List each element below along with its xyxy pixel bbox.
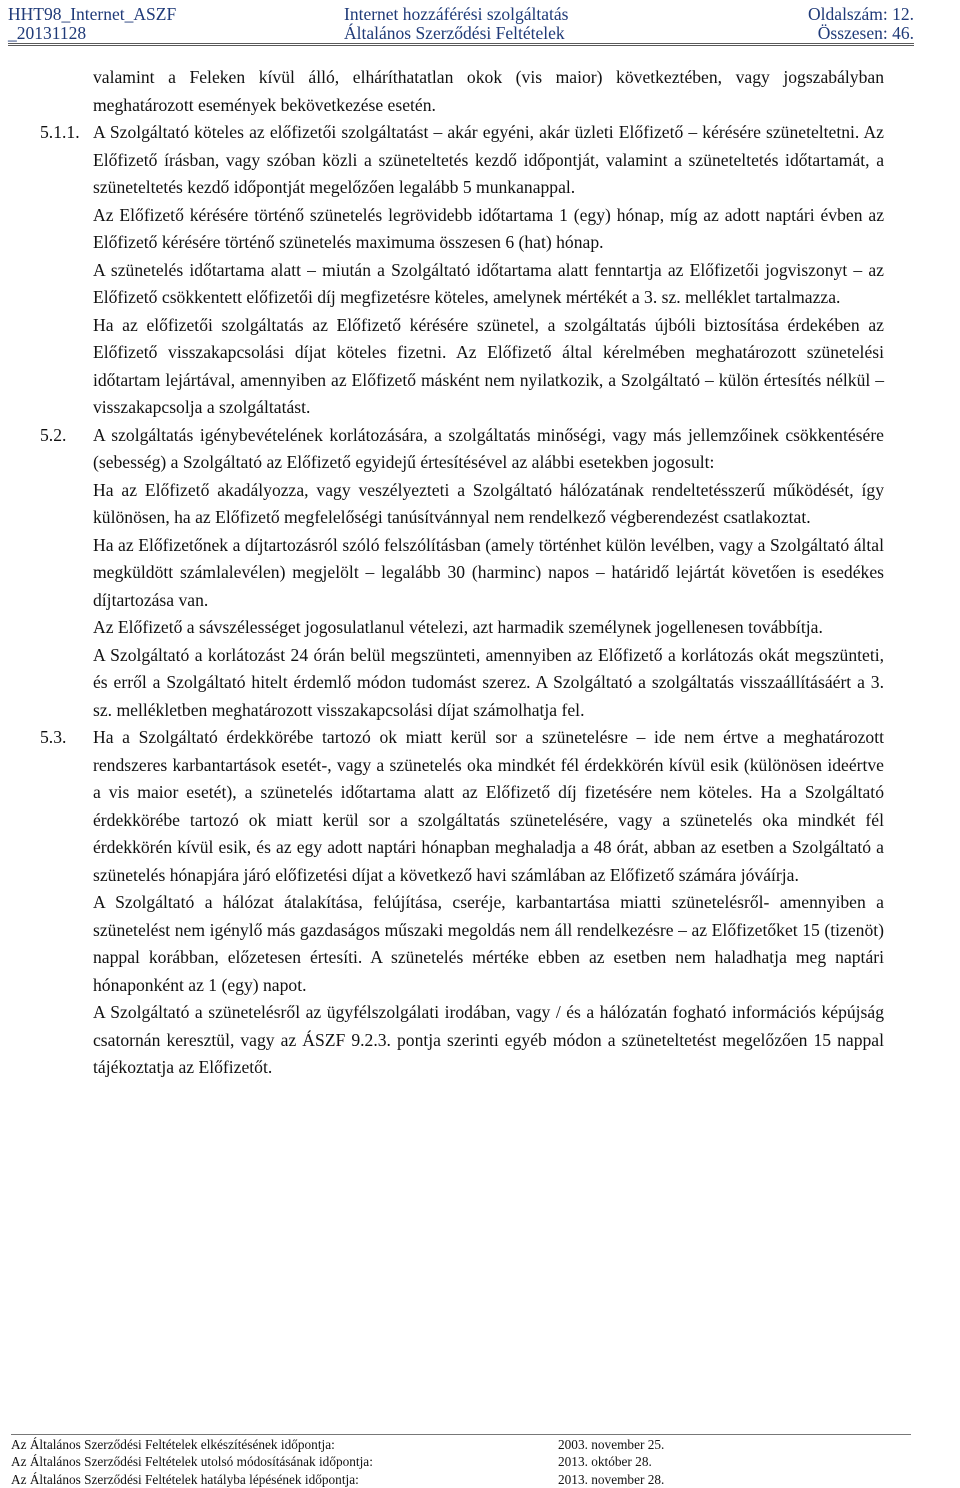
section-body [93, 724, 884, 1082]
doc-code [8, 5, 176, 43]
doc-title [344, 5, 568, 43]
paragraph: Ha az előfizetői szolgáltatás az Előfizető kérésére szünetel, a szolgáltatás újbóli biztosítása érdekében az Előfizető visszakapcsolási díjat köteles fizetni. Az Előfizető által kérelmében meghatározott szünetelési időtartam lejártával, amennyiben az Előfizető másként nem nyilatkozik, a Szolgáltató – külön értesítés nélkül – visszakapcsolja a szolgáltatást. [93, 314, 884, 417]
section-number: 5.2. [40, 424, 67, 445]
page-header [8, 4, 914, 46]
doc-code-line1: HHT98_Internet_ASZF [8, 4, 177, 24]
section-5-3 [40, 724, 884, 1082]
intro-paragraph: valamint a Feleken kívül álló, elháríthatatlan okok (vis maior) következtében, vagy jogszabályban meghatározott események bekövetkezése esetén. [93, 67, 884, 115]
section-body [93, 422, 884, 725]
footer-date: 2013. november 28. [558, 1471, 665, 1487]
page-total: Összesen: 46. [817, 23, 914, 43]
doc-title-line1: Internet hozzáférési szolgáltatás [344, 4, 569, 24]
paragraph: A szünetelés időtartama alatt – miután a Szolgáltató időtartama alatt fenntartja az Előfizetői jogviszonyt – az Előfizető csökkentett előfizetői díj megfizetésre köteles, amelynek mértékét a 3. sz. melléklet tartalmazza. [93, 259, 884, 307]
paragraph: Az Előfizető kérésére történő szünetelés legrövidebb időtartama 1 (egy) hónap, míg az adott naptári évben az Előfizető kérésére történő szünetelés maximuma összesen 6 (hat) hónap. [93, 204, 884, 252]
paragraph: A Szolgáltató köteles az előfizetői szolgáltatást – akár egyéni, akár üzleti Előfizető – kérésére szüneteltetni. Az Előfizető írásban, vagy szóban közli a szüneteltetés kezdő időpontját, valamint a szüneteltetés időtartamát, a szüneteltetés kezdő időpontját megelőzően legalább 5 munkanappal. [93, 122, 884, 197]
doc-code-line2: _20131128 [8, 23, 87, 43]
footer-label: Az Általános Szerződési Feltételek utolsó módosításának időpontja: [11, 1454, 373, 1470]
footer-date: 2013. október 28. [558, 1454, 652, 1470]
paragraph: Ha a Szolgáltató érdekkörébe tartozó ok miatt kerül sor a szünetelésre – ide nem értve a meghatározott rendszeres karbantartások esetét-, vagy a szünetelés oka mindkét fél érdekkörén kívül esik (különösen ideértve a vis maior esetét), a szünetelés időtartama alatt az Előfizető díj fizetésére nem köteles. Ha a Szolgáltató érdekkörébe tartozó ok miatt kerül sor a szolgáltatás szünetelésére, vagy a szünetelés oka mindkét fél érdekkörén kívül esik, és az egy adott naptári hónapban meghaladja a 48 órát, abban az esetben a Szolgáltató a szünetelés hónapjára járó előfizetési díjat a következő havi számlában az Előfizető számára jóváírja. [93, 727, 884, 885]
footer-date: 2003. november 25. [558, 1437, 665, 1452]
section-5-2 [40, 422, 884, 725]
paragraph: A Szolgáltató a korlátozást 24 órán belül megszünteti, amennyiben az Előfizető a korlátozás okát megszünteti, és erről a Szolgáltató hitelt érdemlő módon tudomást szerez. A Szolgáltató a szolgáltatás visszaállításáért a 3. sz. mellékletben meghatározott visszakapcsolási díjat számolhatja fel. [93, 644, 884, 720]
section-body [93, 119, 884, 422]
footer-label: Az Általános Szerződési Feltételek elkészítésének időpontja: [11, 1437, 335, 1452]
footer-row-prepared [11, 1436, 911, 1453]
paragraph: A Szolgáltató a hálózat átalakítása, felújítása, cseréje, karbantartása miatti szünetelésről- amennyiben a szünetelést nem igénylő más gazdaságos műszaki megoldás nem áll rendelkezésre – az Előfizetőket 15 (tizenöt) nappal korábban, előzetesen értesíti. A szünetelés mértéke ebben az esetben nem haladhatja meg naptári hónaponként az 1 (egy) napot. [93, 892, 884, 995]
paragraph: Ha az Előfizetőnek a díjtartozásról szóló felszólításban (amely történhet külön levélben, vagy a Szolgáltató által megküldött számlalevélen) megjelölt – legalább 30 (harminc) napos – határidő lejártát követően is esedékes díjtartozása van. [93, 534, 884, 610]
paragraph: Az Előfizető a sávszélességet jogosulatlanul vételezi, azt harmadik személynek jogellenesen továbbítja. [93, 617, 823, 637]
section-number: 5.3. [40, 727, 67, 747]
page-counter [808, 5, 914, 43]
footer-row-effective [11, 1471, 911, 1488]
page-footer [11, 1434, 911, 1488]
paragraph: A szolgáltatás igénybevételének korlátozására, a szolgáltatás minőségi, vagy más jellemzőinek csökkentésére (sebesség) a Szolgáltató az Előfizető egyidejű értesítésével az alábbi esetekben jogosult: [93, 424, 884, 472]
footer-label: Az Általános Szerződési Feltételek hatályba lépésének időpontja: [11, 1471, 359, 1487]
paragraph: Ha az Előfizető akadályozza, vagy veszélyezteti a Szolgáltató hálózatának rendeltetésszerű működését, így különösen, ha az Előfizető megfelelőségi tanúsítvánnyal nem rendelkező végberendezést csatlakoztat. [93, 479, 884, 527]
doc-title-line2: Általános Szerződési Feltételek [344, 23, 565, 43]
section-number: 5.1.1. [40, 122, 80, 142]
paragraph: A Szolgáltató a szünetelésről az ügyfélszolgálati irodában, vagy / és a hálózatán fogható információs képújság csatornán keresztül, vagy az ÁSZF 9.2.3. pontja szerinti egyéb módon a szüneteltetést megelőzően 15 nappal tájékoztatja az Előfizetőt. [93, 1002, 884, 1077]
page-number: Oldalszám: 12. [808, 4, 914, 24]
document-body [40, 64, 884, 1082]
section-5-1-1 [40, 119, 884, 422]
footer-row-modified [11, 1453, 911, 1470]
